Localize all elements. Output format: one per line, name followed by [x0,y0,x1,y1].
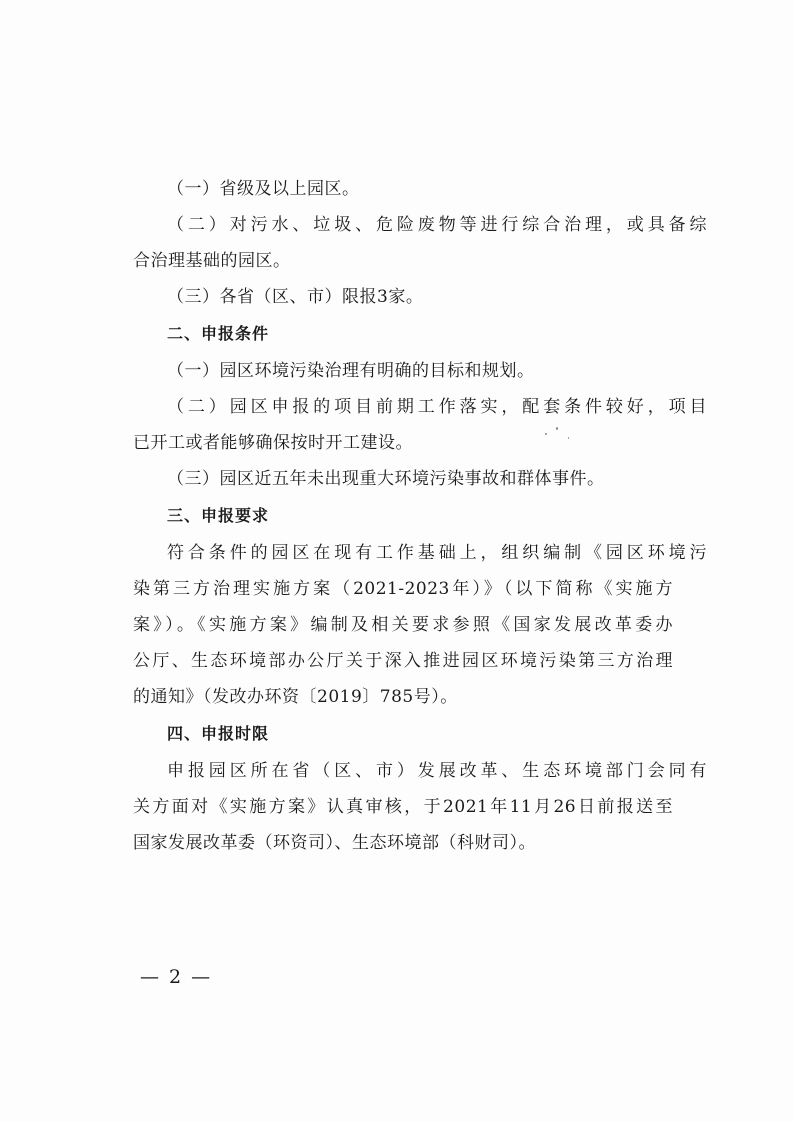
list-item-comprehensive-treatment: （二）对污水、垃圾、危险废物等进行综合治理，或具备综 [167,215,707,235]
paragraph-requirements-line-5: 的通知》（发改办环资〔2019〕785号）。 [133,687,458,707]
section-heading-requirements: 三、申报要求 [167,506,270,525]
list-item-no-accidents: （三）园区近五年未出现重大环境污染事故和群体事件。 [167,469,605,489]
list-item-comprehensive-treatment-cont: 合治理基础的园区。 [133,251,291,271]
paragraph-deadline-line-3: 国家发展改革委（环资司）、生态环境部（科财司）。 [133,833,536,853]
list-item-preparation: （二）园区申报的项目前期工作落实，配套条件较好，项目 [167,397,707,417]
paragraph-requirements-line-1: 符合条件的园区在现有工作基础上，组织编制《园区环境污 [167,543,707,563]
page-number: — 2 — [140,966,213,988]
list-item-goals: （一）园区环境污染治理有明确的目标和规划。 [167,361,535,381]
scan-speck [556,427,558,430]
paragraph-deadline-line-1: 申报园区所在省（区、市）发展改革、生态环境部门会同有 [167,761,707,781]
section-heading-deadline: 四、申报时限 [167,724,270,743]
list-item-preparation-cont: 已开工或者能够确保按时开工建设。 [133,433,413,453]
section-heading-conditions: 二、申报条件 [167,324,270,343]
list-item-quota: （三）各省（区、市）限报3家。 [167,287,424,307]
scan-speck [545,433,547,435]
paragraph-requirements-line-3: 案》）。《实施方案》编制及相关要求参照《国家发展改革委办 [133,615,673,635]
scan-speck [568,437,569,439]
paragraph-requirements-line-2: 染第三方治理实施方案（2021-2023年）》（以下简称《实施方 [133,579,673,599]
paragraph-deadline-line-2: 关方面对《实施方案》认真审核，于2021年11月26日前报送至 [133,797,673,817]
list-item-provincial-park: （一）省级及以上园区。 [167,179,360,199]
paragraph-requirements-line-4: 公厅、生态环境部办公厅关于深入推进园区环境污染第三方治理 [133,651,673,671]
